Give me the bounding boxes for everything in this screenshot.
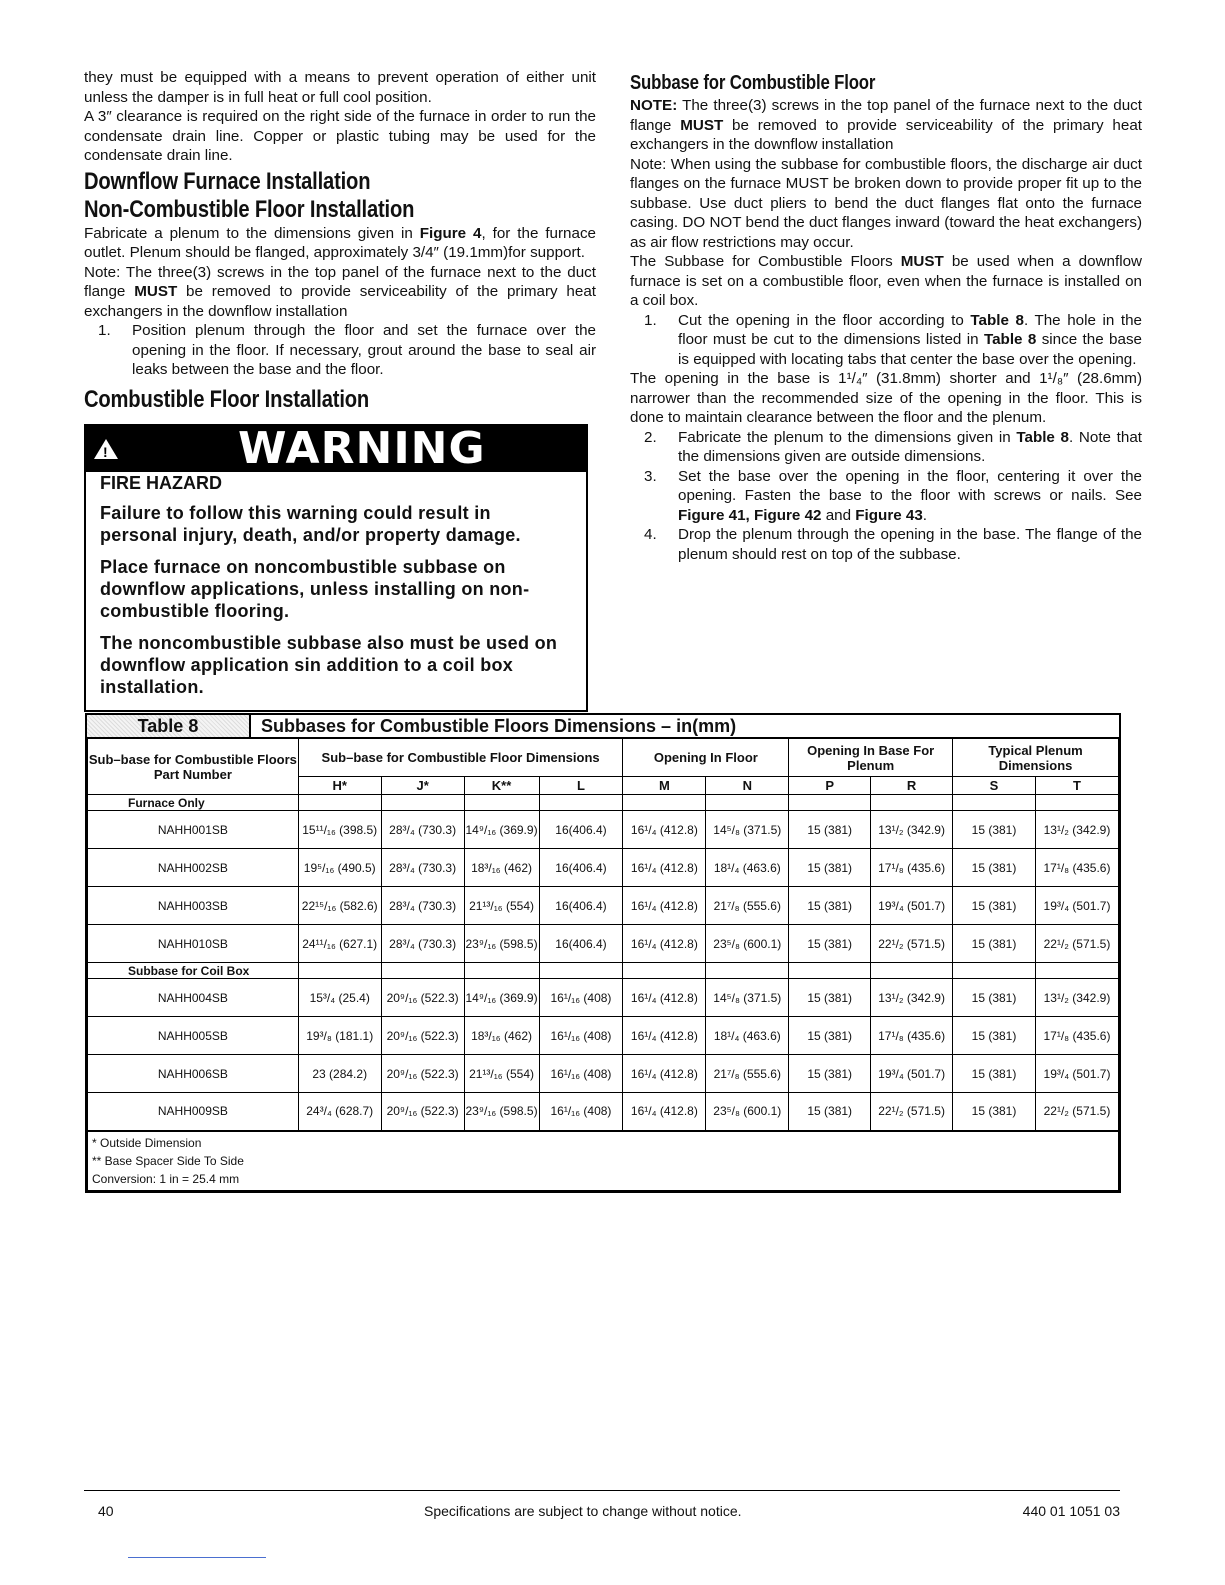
document-number: 440 01 1051 03: [1022, 1503, 1120, 1519]
dimension-cell: 15 (381): [789, 849, 871, 887]
column-header: H*: [298, 777, 381, 795]
dimension-cell: 16¹/₄ (412.8): [623, 925, 706, 963]
part-number-cell: NAHH001SB: [88, 811, 299, 849]
dimension-cell: 16¹/₄ (412.8): [623, 811, 706, 849]
dimension-cell: 22¹/₂ (571.5): [1035, 1093, 1118, 1131]
dimension-cell: 20⁹/₁₆ (522.3): [381, 979, 464, 1017]
dimension-cell: 20⁹/₁₆ (522.3): [381, 1017, 464, 1055]
dimension-cell: 21⁷/₈ (555.6): [706, 887, 789, 925]
dimension-cell: 15 (381): [789, 925, 871, 963]
dimension-cell: 16¹/₁₆ (408): [539, 1093, 623, 1131]
dimension-cell: 15 (381): [789, 1017, 871, 1055]
column-header: L: [539, 777, 623, 795]
dimension-cell: 15 (381): [789, 887, 871, 925]
footnote: * Outside Dimension: [92, 1135, 202, 1150]
dimension-cell: 17¹/₈ (435.6): [871, 849, 953, 887]
hazard-label: FIRE HAZARD: [100, 472, 222, 493]
group-row: [88, 963, 1119, 979]
empty-cell: [298, 795, 381, 811]
column-header: J*: [381, 777, 464, 795]
paragraph: Note: The three(3) screws in the top panel of the furnace next to the duct flange MUST be removed to provide serviceability of the primary heat exchangers in the downflow installation: [84, 263, 596, 320]
dimension-cell: 19³/₈ (181.1): [298, 1017, 381, 1055]
part-number-cell: NAHH005SB: [88, 1017, 299, 1055]
table-row: [88, 979, 1119, 1017]
footer-notice: Specifications are subject to change without notice.: [424, 1503, 742, 1519]
warning-title: WARNING: [238, 422, 486, 474]
header-part-number: Sub–base for Combustible Floors Part Number: [88, 739, 299, 795]
warning-text: Place furnace on noncombustible subbase on downflow applications, unless installing on non-combustible flooring.: [100, 556, 530, 621]
page-number: 40: [98, 1503, 114, 1519]
dimension-cell: 16(406.4): [539, 811, 623, 849]
dimension-cell: 16¹/₄ (412.8): [623, 1055, 706, 1093]
empty-cell: [706, 795, 789, 811]
warning-triangle-icon: !: [94, 439, 118, 459]
dimension-cell: 21¹³/₁₆ (554): [464, 1055, 539, 1093]
dimension-cell: 17¹/₈ (435.6): [1035, 849, 1118, 887]
dimension-cell: 15 (381): [953, 1093, 1036, 1131]
part-number-cell: NAHH002SB: [88, 849, 299, 887]
column-header: R: [871, 777, 953, 795]
dimension-cell: 15 (381): [789, 1093, 871, 1131]
dimension-cell: 23⁵/₈ (600.1): [706, 1093, 789, 1131]
empty-cell: [464, 963, 539, 979]
empty-cell: [539, 963, 623, 979]
dimension-cell: 20⁹/₁₆ (522.3): [381, 1055, 464, 1093]
dimension-cell: 16¹/₁₆ (408): [539, 1017, 623, 1055]
list-item: 4. Drop the plenum through the opening in the base. The flange of the plenum should rest on top of the subbase.: [644, 526, 1142, 563]
dimension-cell: 15 (381): [953, 1017, 1036, 1055]
group-label: Subbase for Coil Box: [88, 963, 299, 979]
dimension-cell: 16¹/₄ (412.8): [623, 1017, 706, 1055]
empty-cell: [706, 963, 789, 979]
dimension-cell: 23 (284.2): [298, 1055, 381, 1093]
table-grid: [87, 738, 1119, 1191]
table-row: [88, 1017, 1119, 1055]
numbered-list: [630, 311, 1142, 370]
dimension-cell: 19³/₄ (501.7): [1035, 1055, 1118, 1093]
right-column: [630, 68, 1142, 564]
dimension-cell: 15 (381): [953, 925, 1036, 963]
footnote-row: [88, 1131, 1119, 1191]
empty-cell: [953, 963, 1036, 979]
dimension-cell: 14⁹/₁₆ (369.9): [464, 979, 539, 1017]
footnote: Conversion: 1 in = 25.4 mm: [92, 1171, 240, 1186]
dimension-cell: 23⁹/₁₆ (598.5): [464, 925, 539, 963]
header-opening-base: Opening In Base For Plenum: [789, 739, 953, 777]
section-heading: Downflow Furnace Installation: [84, 167, 371, 195]
header-subbase-dimensions: Sub–base for Combustible Floor Dimensions: [298, 739, 623, 777]
empty-cell: [298, 963, 381, 979]
empty-cell: [871, 963, 953, 979]
column-header: P: [789, 777, 871, 795]
dimension-cell: 15 (381): [953, 849, 1036, 887]
list-item: 2. Fabricate the plenum to the dimensions given in Table 8. Note that the dimensions given are outside dimensions.: [644, 428, 1142, 465]
dimension-cell: 18¹/₄ (463.6): [706, 1017, 789, 1055]
section-heading: Combustible Floor Installation: [84, 385, 370, 413]
list-item: 3. Set the base over the opening in the floor, centering it over the opening. Fasten the base to the floor with screws or nails. See Figure 41, Figure 42 and Figure 43.: [644, 467, 1142, 524]
warning-box: [84, 424, 588, 712]
dimensions-table: [85, 713, 1121, 1193]
header-plenum: Typical Plenum Dimensions: [953, 739, 1119, 777]
header-opening-floor: Opening In Floor: [623, 739, 789, 777]
table-title-bar: [87, 715, 1119, 738]
dimension-cell: 24¹¹/₁₆ (627.1): [298, 925, 381, 963]
empty-cell: [623, 963, 706, 979]
column-header: M: [623, 777, 706, 795]
paragraph: Fabricate a plenum to the dimensions given in Figure 4, for the furnace outlet. Plenum should be flanged, approximately 3/4″ (19.1mm)for support.: [84, 224, 596, 261]
dimension-cell: 18³/₁₆ (462): [464, 849, 539, 887]
dimension-cell: 17¹/₈ (435.6): [1035, 1017, 1118, 1055]
dimension-cell: 16¹/₄ (412.8): [623, 887, 706, 925]
dimension-cell: 19³/₄ (501.7): [871, 887, 953, 925]
part-number-cell: NAHH004SB: [88, 979, 299, 1017]
dimension-cell: 28³/₄ (730.3): [381, 811, 464, 849]
empty-cell: [381, 795, 464, 811]
dimension-cell: 22¹/₂ (571.5): [1035, 925, 1118, 963]
table-row: [88, 849, 1119, 887]
dimension-cell: 14⁵/₈ (371.5): [706, 979, 789, 1017]
column-header: T: [1035, 777, 1118, 795]
dimension-cell: 15 (381): [953, 811, 1036, 849]
dimension-cell: 16(406.4): [539, 849, 623, 887]
dimension-cell: 23⁹/₁₆ (598.5): [464, 1093, 539, 1131]
list-item: 1. Cut the opening in the floor according to Table 8. The hole in the floor must be cut to the dimensions listed in Table 8 since the base is equipped with locating tabs that center the base over the opening.: [644, 311, 1142, 368]
footnote: ** Base Spacer Side To Side: [92, 1153, 244, 1168]
dimension-cell: 13¹/₂ (342.9): [1035, 811, 1118, 849]
warning-header: [86, 422, 586, 474]
dimension-cell: 16¹/₁₆ (408): [539, 979, 623, 1017]
dimension-cell: 18³/₁₆ (462): [464, 1017, 539, 1055]
dimension-cell: 15 (381): [789, 811, 871, 849]
dimension-cell: 14⁹/₁₆ (369.9): [464, 811, 539, 849]
dimension-cell: 13¹/₂ (342.9): [871, 979, 953, 1017]
link-underline: [128, 1557, 266, 1558]
part-number-cell: NAHH003SB: [88, 887, 299, 925]
dimension-cell: 15 (381): [953, 887, 1036, 925]
paragraph: NOTE: The three(3) screws in the top panel of the furnace next to the duct flange MUST be removed to provide serviceability of the primary heat exchangers in the downflow installation: [630, 97, 1142, 153]
empty-cell: [953, 795, 1036, 811]
dimension-cell: 24³/₄ (628.7): [298, 1093, 381, 1131]
dimension-cell: 28³/₄ (730.3): [381, 849, 464, 887]
empty-cell: [871, 795, 953, 811]
figure-ref: Figure 4: [419, 224, 482, 242]
empty-cell: [623, 795, 706, 811]
part-number-cell: NAHH009SB: [88, 1093, 299, 1131]
table-row: [88, 887, 1119, 925]
dimension-cell: 16(406.4): [539, 925, 623, 963]
warning-body: [86, 472, 586, 710]
warning-text: Failure to follow this warning could result in personal injury, death, and/or property damage.: [100, 502, 521, 545]
dimension-cell: 20⁹/₁₆ (522.3): [381, 1093, 464, 1131]
section-heading: Non-Combustible Floor Installation: [84, 195, 415, 223]
part-number-cell: NAHH006SB: [88, 1055, 299, 1093]
dimension-cell: 18¹/₄ (463.6): [706, 849, 789, 887]
dimension-cell: 13¹/₂ (342.9): [871, 811, 953, 849]
dimension-cell: 22¹⁵/₁₆ (582.6): [298, 887, 381, 925]
dimension-cell: 28³/₄ (730.3): [381, 887, 464, 925]
column-header: S: [953, 777, 1036, 795]
dimension-cell: 13¹/₂ (342.9): [1035, 979, 1118, 1017]
table-label: Table 8: [87, 715, 251, 737]
dimension-cell: 19³/₄ (501.7): [1035, 887, 1118, 925]
table-row: [88, 811, 1119, 849]
paragraph: Note: When using the subbase for combustible floors, the discharge air duct flanges on the furnace MUST be broken down to provide proper fit up to the subbase. Use duct pliers to bend the duct flanges flat onto the furnace casing. DO NOT bend the duct flanges inward (toward the heat exchangers) as air flow restrictions may occur.: [630, 155, 1142, 251]
table-row: [88, 925, 1119, 963]
empty-cell: [381, 963, 464, 979]
dimension-cell: 16¹/₄ (412.8): [623, 979, 706, 1017]
dimension-cell: 28³/₄ (730.3): [381, 925, 464, 963]
dimension-cell: 15 (381): [953, 1055, 1036, 1093]
paragraph: they must be equipped with a means to prevent operation of either unit unless the damper is in full heat or full cool position.: [84, 69, 596, 106]
dimension-cell: 21¹³/₁₆ (554): [464, 887, 539, 925]
warning-text: The noncombustible subbase also must be used on downflow application sin addition to a coil box installation.: [100, 632, 558, 697]
column-header: K**: [464, 777, 539, 795]
paragraph: The Subbase for Combustible Floors MUST be used when a downflow furnace is set on a combustible floor, even when the furnace is installed on a coil box.: [630, 253, 1142, 309]
column-header: N: [706, 777, 789, 795]
dimension-cell: 15 (381): [953, 979, 1036, 1017]
dimension-cell: 15 (381): [789, 979, 871, 1017]
numbered-list: [630, 428, 1142, 565]
dimension-cell: 16(406.4): [539, 887, 623, 925]
dimension-cell: 17¹/₈ (435.6): [871, 1017, 953, 1055]
left-column: [84, 68, 596, 712]
table-row: [88, 1055, 1119, 1093]
dimension-cell: 19⁵/₁₆ (490.5): [298, 849, 381, 887]
empty-cell: [464, 795, 539, 811]
part-number-cell: NAHH010SB: [88, 925, 299, 963]
empty-cell: [789, 795, 871, 811]
numbered-list: [84, 321, 596, 380]
dimension-cell: 16¹/₄ (412.8): [623, 849, 706, 887]
dimension-cell: 19³/₄ (501.7): [871, 1055, 953, 1093]
group-row: [88, 795, 1119, 811]
table-row: [88, 1093, 1119, 1131]
dimension-cell: 15³/₄ (25.4): [298, 979, 381, 1017]
dimension-cell: 23⁵/₈ (600.1): [706, 925, 789, 963]
dimension-cell: 16¹/₄ (412.8): [623, 1093, 706, 1131]
dimension-cell: 15 (381): [789, 1055, 871, 1093]
dimension-cell: 22¹/₂ (571.5): [871, 925, 953, 963]
section-heading: Subbase for Combustible Floor: [630, 72, 876, 94]
table-title: Subbases for Combustible Floors Dimensions – in(mm): [261, 715, 737, 736]
page-footer: [84, 1490, 1120, 1519]
empty-cell: [789, 963, 871, 979]
dimension-cell: 14⁵/₈ (371.5): [706, 811, 789, 849]
footnotes: [88, 1131, 1119, 1191]
empty-cell: [1035, 963, 1118, 979]
dimension-cell: 15¹¹/₁₆ (398.5): [298, 811, 381, 849]
paragraph: The opening in the base is 1¹/₄″ (31.8mm) shorter and 1¹/₈″ (28.6mm) narrower than the recommended size of the opening in the floor. This is done to maintain clearance between the floor and the plenum.: [630, 370, 1142, 426]
group-label: Furnace Only: [88, 795, 299, 811]
empty-cell: [1035, 795, 1118, 811]
dimension-cell: 22¹/₂ (571.5): [871, 1093, 953, 1131]
list-item: 1. Position plenum through the floor and set the furnace over the opening in the floor. If necessary, grout around the base to seal air leaks between the base and the floor.: [98, 322, 596, 378]
empty-cell: [539, 795, 623, 811]
dimension-cell: 21⁷/₈ (555.6): [706, 1055, 789, 1093]
dimension-cell: 16¹/₁₆ (408): [539, 1055, 623, 1093]
paragraph: A 3″ clearance is required on the right side of the furnace in order to run the condensate drain line. Copper or plastic tubing may be used for the condensate drain line.: [84, 108, 596, 164]
